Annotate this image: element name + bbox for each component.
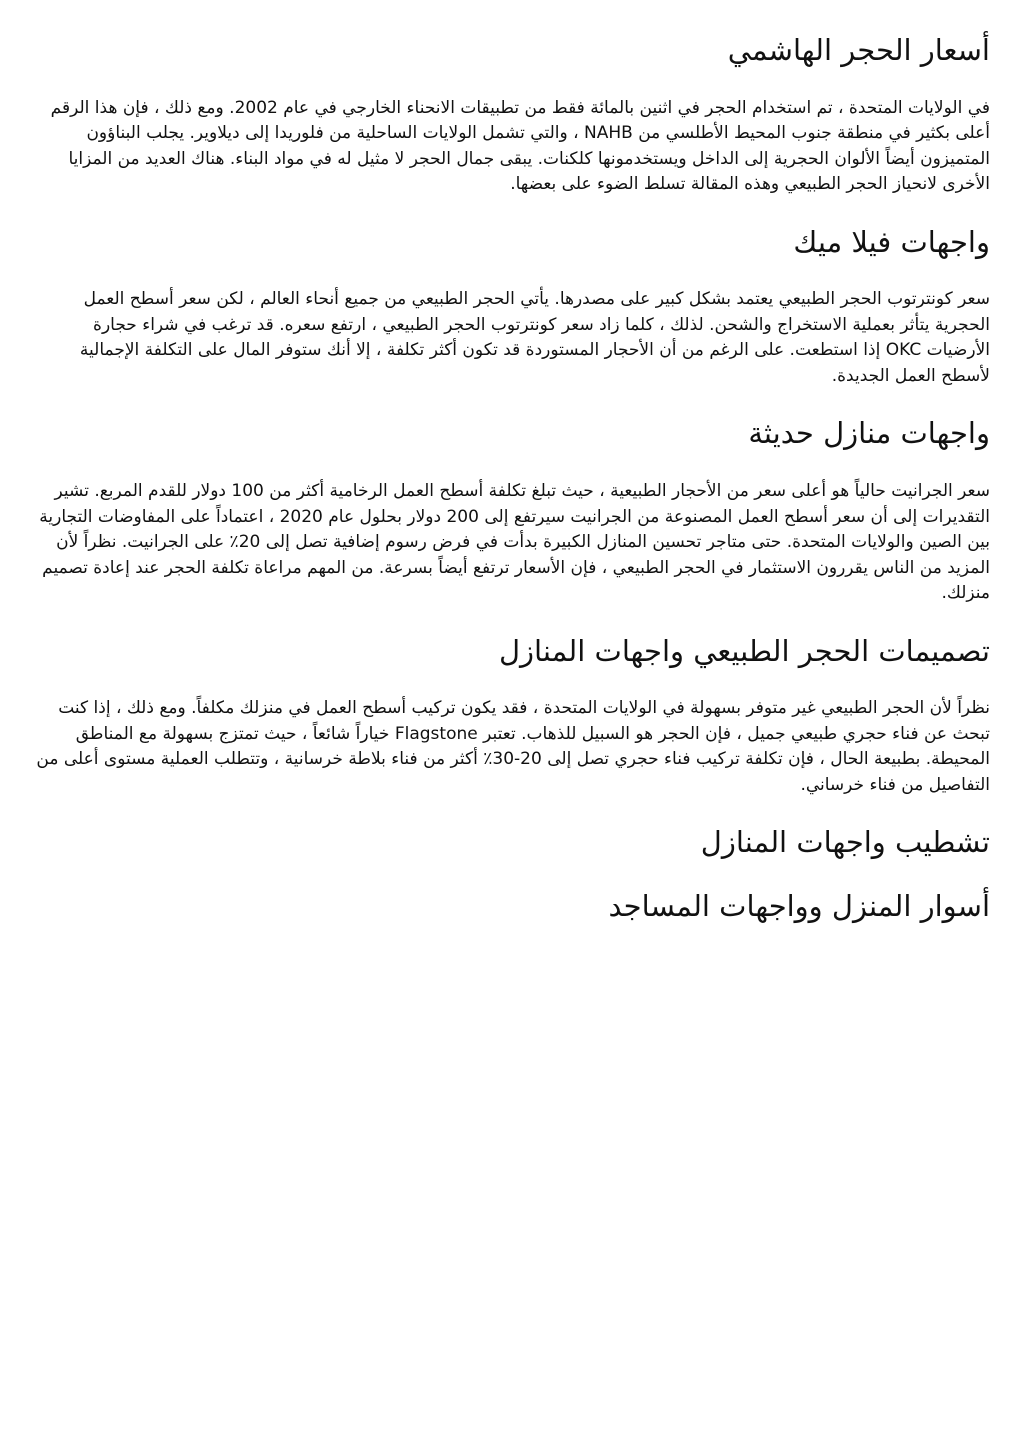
section-fences-mosques (34, 888, 990, 926)
section-heading: تشطيب واجهات المنازل (700, 825, 990, 860)
section-heading: تصميمات الحجر الطبيعي واجهات المنازل (498, 633, 990, 668)
section-heading: أسوار المنزل وواجهات المساجد (608, 888, 990, 923)
section-paragraph: سعر كونترتوب الحجر الطبيعي يعتمد بشكل كبير على مصدرها. يأتي الحجر الطبيعي من جميع أنحاء العالم ، لكن سعر أسطح العمل الحجرية يتأثر بعملية الاستخراج والشحن. لذلك ، كلما زاد سعر كونترتوب الحجر الطبيعي ، ارتفع سعره. قد ترغب في شراء حجارة الأرضيات OKC إذا استطعت. على الرغم من أن الأحجار المستوردة قد تكون أكثر تكلفة ، إلا أنك ستوفر المال على التكلفة الإجمالية لأسطح العمل الجديدة. (79, 289, 990, 386)
section-facade-finishing (34, 824, 990, 862)
section-heading: أسعار الحجر الهاشمي (727, 33, 990, 67)
section-natural-stone-designs (34, 633, 990, 799)
section-paragraph: نظراً لأن الحجر الطبيعي غير متوفر بسهولة في الولايات المتحدة ، فقد يكون تركيب أسطح العمل في منزلك مكلفاً. ومع ذلك ، إذا كنت تبحث عن فناء حجري طبيعي جميل ، فإن الحجر هو السبيل للذهاب. تعتبر Flagstone خياراً شائعاً ، حيث تمتزج بسهولة مع المناطق المحيطة. بطبيعة الحال ، فإن تكلفة تركيب فناء حجري تصل إلى 20-30٪ أكثر من فناء بلاطة خرسانية ، وتتطلب العملية مستوى أعلى من التفاصيل من فناء خرساني. (36, 698, 990, 795)
section-heading: واجهات منازل حديثة (748, 416, 990, 451)
section-stone-prices (34, 32, 990, 198)
section-modern-homes (34, 415, 990, 606)
section-paragraph: في الولايات المتحدة ، تم استخدام الحجر في اثنين بالمائة فقط من تطبيقات الانحناء الخارجي في عام 2002. ومع ذلك ، فإن هذا الرقم أعلى بكثير في منطقة جنوب المحيط الأطلسي من NAHB ، والتي تشمل الولايات الساحلية من فلوريدا إلى ديلاوير. يجلب البناؤون المتميزون أيضاً الألوان الحجرية إلى الداخل ويستخدمونها كلكنات. يبقى جمال الحجر لا مثيل له في مواد البناء. هناك العديد من المزايا الأخرى لانحياز الحجر الطبيعي وهذه المقالة تسلط الضوء على بعضها. (50, 97, 990, 195)
section-heading: واجهات فيلا ميك (793, 224, 990, 259)
section-paragraph: سعر الجرانيت حالياً هو أعلى سعر من الأحجار الطبيعية ، حيث تبلغ تكلفة أسطح العمل الرخامية أكثر من 100 دولار للقدم المربع. تشير التقديرات إلى أن سعر أسطح العمل المصنوعة من الجرانيت سيرتفع إلى 200 دولار بحلول عام 2020 ، اعتماداً على المفاوضات التجارية بين الصين والولايات المتحدة. حتى متاجر تحسين المنازل الكبيرة بدأت في فرض رسوم إضافية تصل إلى 20٪ على الجرانيت. نظراً لأن المزيد من الناس يقررون الاستثمار في الحجر الطبيعي ، فإن الأسعار ترتفع أيضاً بسرعة. من المهم مراعاة تكلفة الحجر عند إعادة تصميم منزلك. (39, 481, 990, 604)
section-villa-facades (34, 224, 990, 390)
